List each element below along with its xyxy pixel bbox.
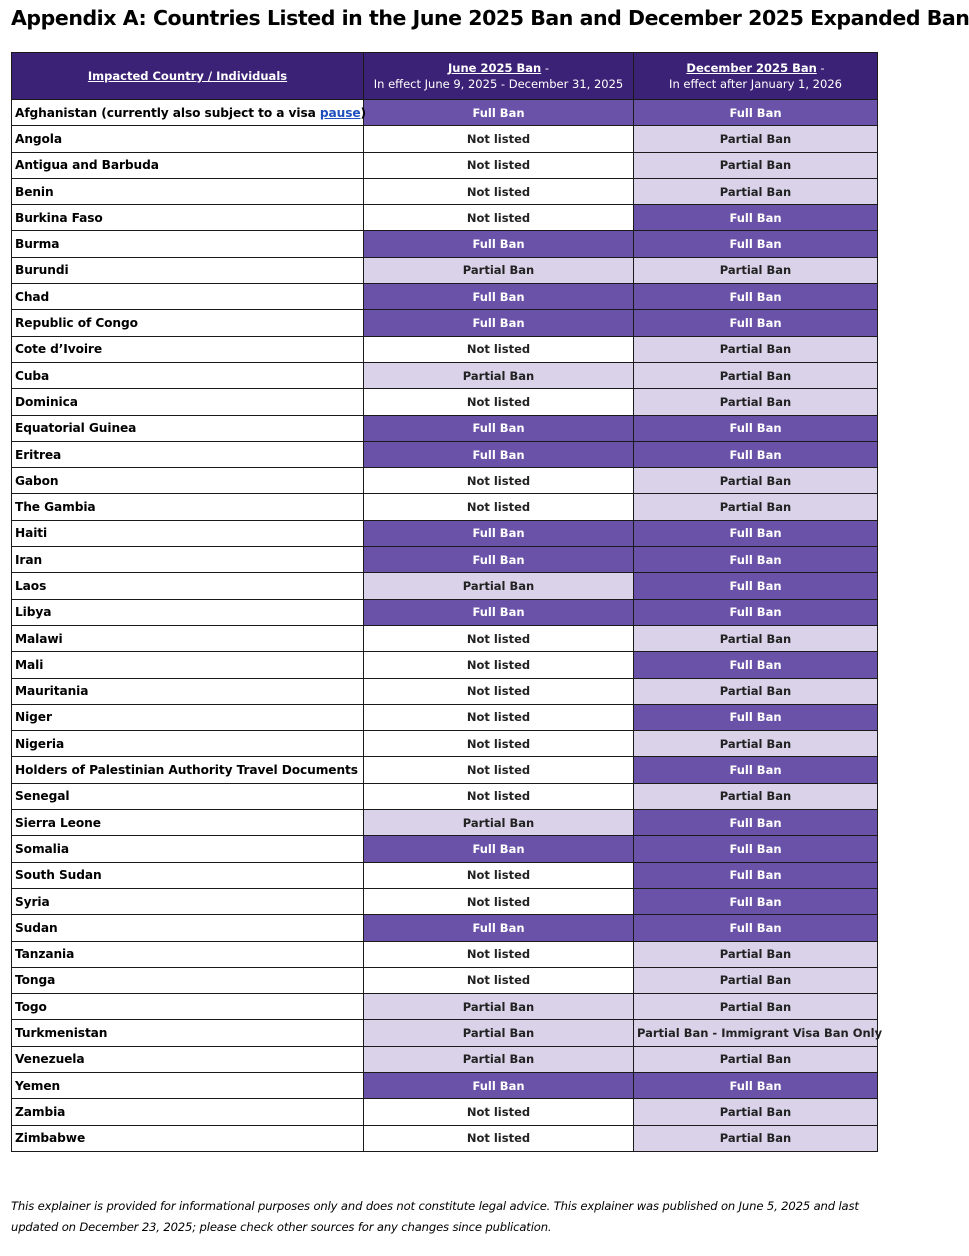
- country-cell: Antigua and Barbuda: [12, 152, 364, 178]
- country-cell: Angola: [12, 126, 364, 152]
- december-status-cell: Partial Ban: [634, 257, 878, 283]
- country-cell: Eritrea: [12, 441, 364, 467]
- country-cell: Libya: [12, 599, 364, 625]
- header-country: [12, 53, 364, 100]
- disclaimer-footer: This explainer is provided for informational purposes only and does not constitute legal advice. This explainer was published on June 5, 2025 and last updated on December 23, 2025; please check other sources for any changes since publication.: [11, 1199, 859, 1234]
- country-cell: Burundi: [12, 257, 364, 283]
- table-row: [12, 678, 878, 704]
- june-status-cell: Partial Ban: [364, 1046, 634, 1072]
- june-status-cell: Full Ban: [364, 599, 634, 625]
- june-status-cell: Not listed: [364, 389, 634, 415]
- table-row: [12, 915, 878, 941]
- december-status-cell: Partial Ban: [634, 468, 878, 494]
- country-cell: Equatorial Guinea: [12, 415, 364, 441]
- december-status-cell: Partial Ban: [634, 362, 878, 388]
- december-status-cell: Full Ban: [634, 100, 878, 126]
- header-december-subtitle: In effect after January 1, 2026: [669, 77, 842, 91]
- june-status-cell: Full Ban: [364, 547, 634, 573]
- country-name-prefix: Afghanistan (currently also subject to a visa: [15, 105, 320, 120]
- june-status-cell: Partial Ban: [364, 362, 634, 388]
- country-cell: Somalia: [12, 836, 364, 862]
- december-status-cell: Full Ban: [634, 310, 878, 336]
- country-cell: Mauritania: [12, 678, 364, 704]
- june-status-cell: Full Ban: [364, 441, 634, 467]
- june-status-cell: Not listed: [364, 126, 634, 152]
- december-status-cell: Partial Ban: [634, 494, 878, 520]
- table-row: [12, 415, 878, 441]
- june-status-cell: Full Ban: [364, 415, 634, 441]
- june-status-cell: Not listed: [364, 152, 634, 178]
- country-cell: Senegal: [12, 783, 364, 809]
- december-status-cell: Full Ban: [634, 415, 878, 441]
- header-june-subtitle: In effect June 9, 2025 - December 31, 2025: [373, 77, 624, 91]
- june-status-cell: Not listed: [364, 494, 634, 520]
- country-cell: Nigeria: [12, 731, 364, 757]
- december-status-cell: Full Ban: [634, 231, 878, 257]
- june-status-cell: Partial Ban: [364, 257, 634, 283]
- december-status-cell: Partial Ban: [634, 994, 878, 1020]
- december-status-cell: Full Ban: [634, 915, 878, 941]
- table-row: [12, 520, 878, 546]
- country-cell: Zimbabwe: [12, 1125, 364, 1151]
- june-status-cell: Not listed: [364, 205, 634, 231]
- december-status-cell: Partial Ban: [634, 389, 878, 415]
- table-row: [12, 1020, 878, 1046]
- june-status-cell: Not listed: [364, 1125, 634, 1151]
- december-status-cell: Partial Ban - Immigrant Visa Ban Only: [634, 1020, 878, 1046]
- table-row: [12, 888, 878, 914]
- table-row: [12, 1099, 878, 1125]
- table-row: [12, 126, 878, 152]
- table-row: [12, 468, 878, 494]
- table-row: [12, 731, 878, 757]
- june-status-cell: Full Ban: [364, 836, 634, 862]
- june-status-cell: Not listed: [364, 178, 634, 204]
- header-december-dash: -: [816, 61, 825, 75]
- header-december-title: December 2025 Ban: [686, 61, 817, 75]
- december-status-cell: Full Ban: [634, 810, 878, 836]
- country-cell: Haiti: [12, 520, 364, 546]
- table-row: [12, 862, 878, 888]
- country-cell: Togo: [12, 994, 364, 1020]
- december-status-cell: Full Ban: [634, 520, 878, 546]
- december-status-cell: Partial Ban: [634, 967, 878, 993]
- december-status-cell: Full Ban: [634, 704, 878, 730]
- december-status-cell: Full Ban: [634, 599, 878, 625]
- december-status-cell: Full Ban: [634, 888, 878, 914]
- december-status-cell: Partial Ban: [634, 625, 878, 651]
- june-status-cell: Not listed: [364, 783, 634, 809]
- country-cell: Cuba: [12, 362, 364, 388]
- country-name-suffix: ): [360, 105, 367, 120]
- country-cell: Mali: [12, 652, 364, 678]
- country-cell: [12, 100, 367, 126]
- table-body: [12, 100, 883, 1152]
- december-status-cell: Partial Ban: [634, 731, 878, 757]
- june-status-cell: Not listed: [364, 757, 634, 783]
- country-cell: Turkmenistan: [12, 1020, 364, 1046]
- june-status-cell: Not listed: [364, 625, 634, 651]
- header-country-label: Impacted Country / Individuals: [87, 69, 288, 83]
- country-cell: Venezuela: [12, 1046, 364, 1072]
- table-row: [12, 205, 878, 231]
- table-row: [12, 310, 878, 336]
- table-row: [12, 100, 878, 126]
- table-row: [12, 652, 878, 678]
- june-status-cell: Partial Ban: [364, 994, 634, 1020]
- table-row: [12, 836, 878, 862]
- december-status-cell: Partial Ban: [634, 1125, 878, 1151]
- june-status-cell: Full Ban: [364, 1072, 634, 1098]
- table-row: [12, 284, 878, 310]
- december-status-cell: Partial Ban: [634, 941, 878, 967]
- december-status-cell: Partial Ban: [634, 1099, 878, 1125]
- june-status-cell: Not listed: [364, 652, 634, 678]
- country-cell: Tonga: [12, 967, 364, 993]
- table-row: [12, 257, 878, 283]
- country-cell: Chad: [12, 284, 364, 310]
- december-status-cell: Partial Ban: [634, 1046, 878, 1072]
- table-row: [12, 178, 878, 204]
- table-row: [12, 441, 878, 467]
- country-cell: Sierra Leone: [12, 810, 364, 836]
- header-june-ban: [364, 53, 634, 100]
- country-cell: Sudan: [12, 915, 364, 941]
- table-row: [12, 704, 878, 730]
- june-status-cell: Not listed: [364, 888, 634, 914]
- june-status-cell: Not listed: [364, 941, 634, 967]
- header-june-dash: -: [541, 61, 549, 75]
- country-cell: Gabon: [12, 468, 364, 494]
- table-row: [12, 389, 878, 415]
- ban-table: [11, 52, 883, 1152]
- june-status-cell: Not listed: [364, 704, 634, 730]
- header-december-ban: [634, 53, 878, 100]
- june-status-cell: Not listed: [364, 967, 634, 993]
- table-row: [12, 152, 878, 178]
- june-status-cell: Partial Ban: [364, 573, 634, 599]
- june-status-cell: Not listed: [364, 678, 634, 704]
- june-status-cell: Full Ban: [364, 520, 634, 546]
- june-status-cell: Full Ban: [364, 231, 634, 257]
- page-title: Appendix A: Countries Listed in the June 2025 Ban and December 2025 Expanded Ban: [11, 6, 969, 30]
- december-status-cell: Full Ban: [634, 441, 878, 467]
- table-row: [12, 362, 878, 388]
- table-row: [12, 967, 878, 993]
- table-row: [12, 1046, 878, 1072]
- december-status-cell: Full Ban: [634, 1072, 878, 1098]
- june-status-cell: Full Ban: [364, 100, 634, 126]
- header-june-title: June 2025 Ban: [448, 61, 542, 75]
- june-status-cell: Not listed: [364, 862, 634, 888]
- table-row: [12, 494, 878, 520]
- country-cell: Dominica: [12, 389, 364, 415]
- june-status-cell: Partial Ban: [364, 810, 634, 836]
- table-row: [12, 941, 878, 967]
- december-status-cell: Full Ban: [634, 652, 878, 678]
- country-cell: Burma: [12, 231, 364, 257]
- visa-pause-link[interactable]: pause: [319, 105, 361, 120]
- june-status-cell: Not listed: [364, 468, 634, 494]
- december-status-cell: Full Ban: [634, 836, 878, 862]
- june-status-cell: Full Ban: [364, 310, 634, 336]
- country-cell: Niger: [12, 704, 364, 730]
- table-header-row: [12, 53, 878, 100]
- december-status-cell: Partial Ban: [634, 126, 878, 152]
- december-status-cell: Full Ban: [634, 284, 878, 310]
- december-status-cell: Full Ban: [634, 205, 878, 231]
- country-cell: Republic of Congo: [12, 310, 364, 336]
- december-status-cell: Full Ban: [634, 573, 878, 599]
- country-cell: South Sudan: [12, 862, 364, 888]
- country-cell: Zambia: [12, 1099, 364, 1125]
- june-status-cell: Full Ban: [364, 915, 634, 941]
- country-cell: Tanzania: [12, 941, 364, 967]
- table-row: [12, 336, 878, 362]
- table-row: [12, 810, 878, 836]
- table-row: [12, 1072, 878, 1098]
- table-row: [12, 625, 878, 651]
- country-cell: Benin: [12, 178, 364, 204]
- june-status-cell: Partial Ban: [364, 1020, 634, 1046]
- country-cell: Malawi: [12, 625, 364, 651]
- country-cell: Burkina Faso: [12, 205, 364, 231]
- country-cell: Syria: [12, 888, 364, 914]
- june-status-cell: Full Ban: [364, 284, 634, 310]
- table-row: [12, 599, 878, 625]
- june-status-cell: Not listed: [364, 731, 634, 757]
- table-row: [12, 757, 878, 783]
- table-row: [12, 994, 878, 1020]
- country-cell: Yemen: [12, 1072, 364, 1098]
- december-status-cell: Full Ban: [634, 862, 878, 888]
- december-status-cell: Partial Ban: [634, 783, 878, 809]
- june-status-cell: Not listed: [364, 336, 634, 362]
- country-cell: Holders of Palestinian Authority Travel Documents: [12, 757, 364, 783]
- table-row: [12, 573, 878, 599]
- table-row: [12, 547, 878, 573]
- december-status-cell: Full Ban: [634, 547, 878, 573]
- table-row: [12, 1125, 878, 1151]
- table-row: [12, 783, 878, 809]
- december-status-cell: Full Ban: [634, 757, 878, 783]
- june-status-cell: Not listed: [364, 1099, 634, 1125]
- december-status-cell: Partial Ban: [634, 178, 878, 204]
- country-cell: Iran: [12, 547, 364, 573]
- december-status-cell: Partial Ban: [634, 678, 878, 704]
- december-status-cell: Partial Ban: [634, 336, 878, 362]
- country-cell: The Gambia: [12, 494, 364, 520]
- table-row: [12, 231, 878, 257]
- country-cell: Laos: [12, 573, 364, 599]
- country-cell: Cote d’Ivoire: [12, 336, 364, 362]
- december-status-cell: Partial Ban: [634, 152, 878, 178]
